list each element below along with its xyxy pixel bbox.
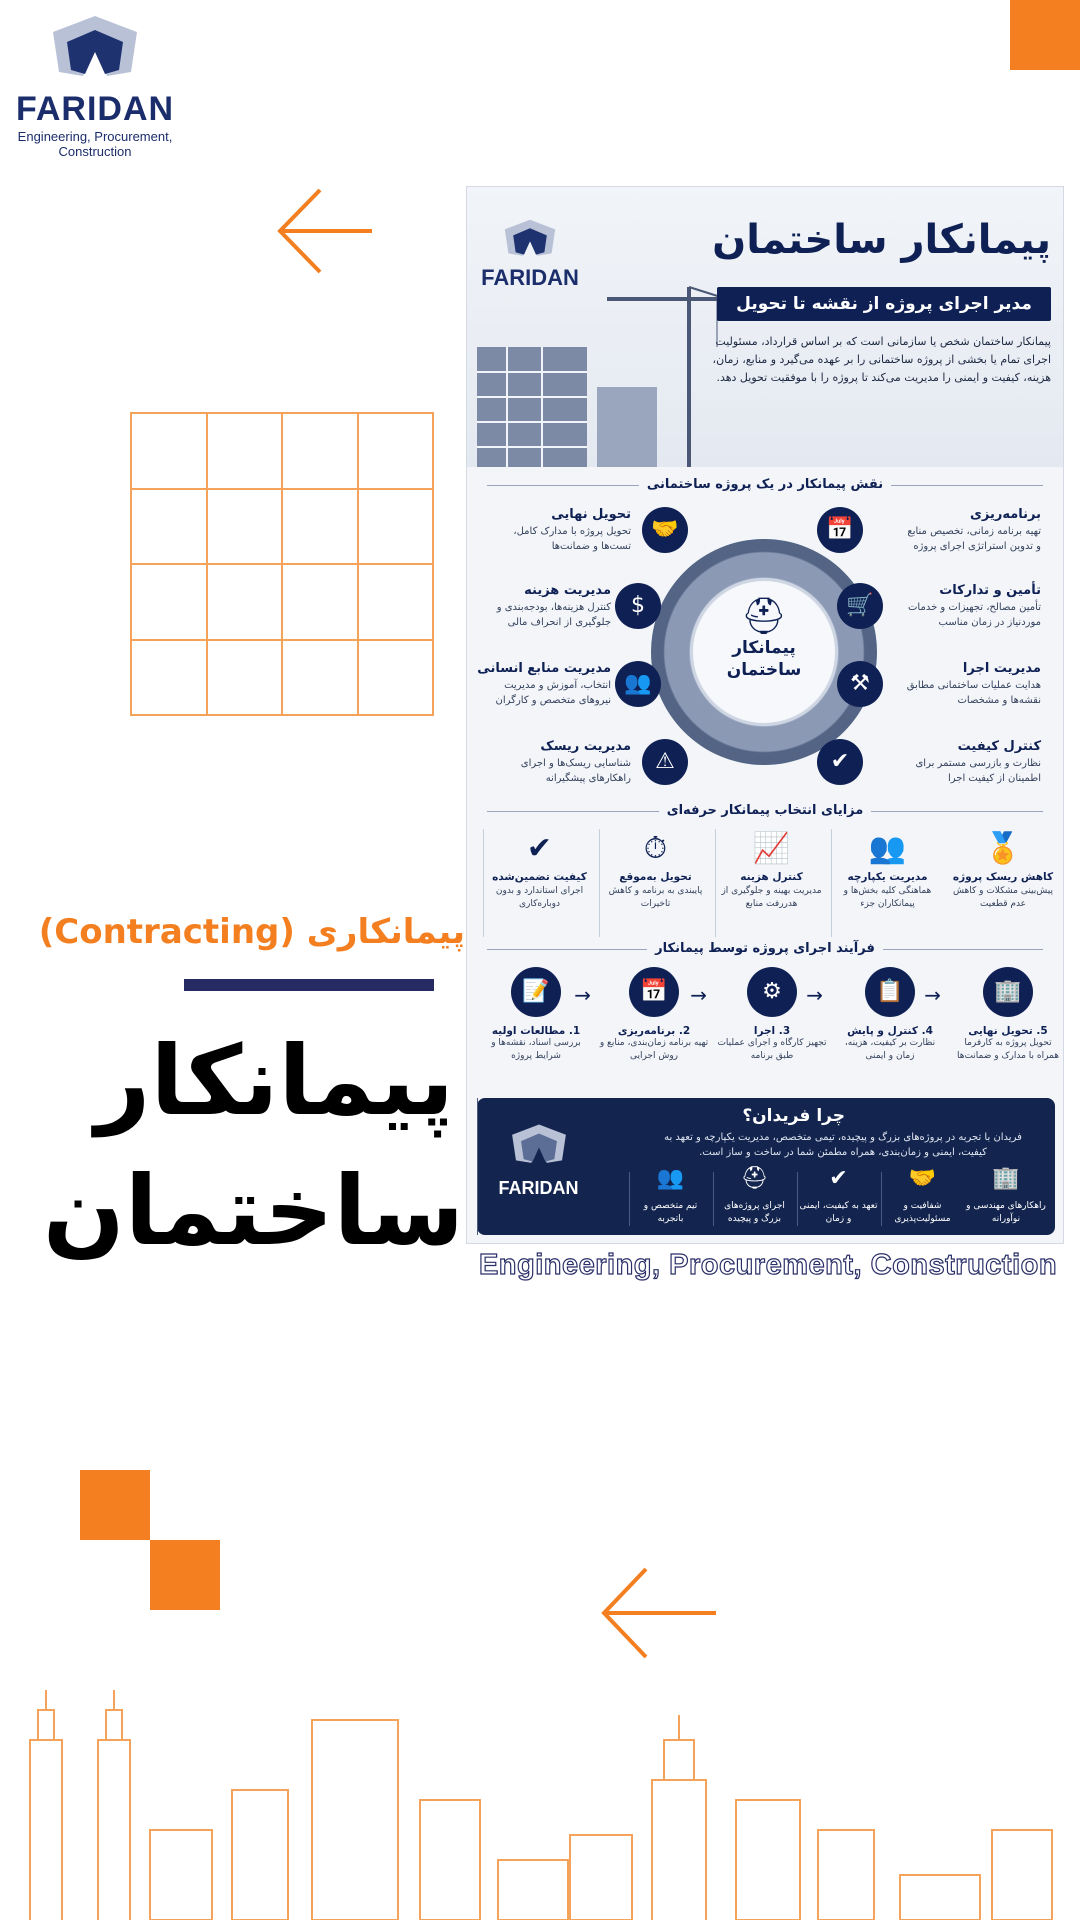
role-risk: مدیریت ریسک شناسایی ریسک‌ها و اجرای راهکارهای پیشگیرانه — [520, 739, 631, 784]
step-arrow-icon: → — [924, 983, 941, 1007]
helmet-icon: ⛑ — [740, 1166, 769, 1191]
logo-tagline-1: Engineering, Procurement, — [17, 129, 173, 144]
why-text: فریدان با تجربه در پروژه‌های بزرگ و پیچیده، تیمی متخصص، مدیریت یکپارچه و تعهد به کیفیت، ایمنی و زمان‌بندی، همراه مطمئن شما در ساخت و ساز است. — [664, 1132, 1022, 1158]
role-quality: کنترل کیفیت نظارت و بازرسی مستمر برای اطمینان از کیفیت اجرا — [915, 739, 1041, 784]
role-delivery: تحویل نهایی تحویل پروژه با مدارک کامل، تست‌ها و ضمانت‌ها — [513, 507, 631, 552]
arrow-left-icon — [276, 186, 372, 276]
orange-square-2 — [150, 1540, 220, 1610]
clock-icon: ⏱ — [643, 831, 668, 866]
advantage-risk: 🏅 کاهش ریسک پروژه پیش‌بینی مشکلات و کاهش عدم قطعیت — [947, 829, 1059, 937]
cart-icon: 🛒 — [837, 583, 883, 629]
dollar-icon: $ — [615, 583, 661, 629]
advantage-cost: 📈 کنترل هزینه مدیریت بهینه و جلوگیری از هدررفت منابع — [715, 829, 827, 937]
step-2: 📅 2. برنامه‌ریزی تهیه برنامه زمان‌بندی، منابع و روش اجرایی — [599, 967, 709, 1063]
advantages-heading: مزایای انتخاب پیمانکار حرفه‌ای — [467, 803, 1063, 818]
logo-mark-icon — [45, 12, 145, 84]
grid-decoration — [130, 412, 434, 716]
process-heading: فرآیند اجرای پروژه توسط پیمانکار — [467, 941, 1063, 956]
document-icon: 📝 — [511, 967, 561, 1017]
chart-icon: 📈 — [752, 831, 791, 866]
poster-subtitle: مدیر اجرای پروژه از نقشه تا تحویل — [717, 287, 1051, 321]
arrow-left-icon-bottom — [598, 1565, 716, 1661]
people-icon: 👥 — [615, 661, 661, 707]
roles-hub-center — [690, 578, 838, 726]
shield-check-icon: ✔ — [526, 831, 553, 866]
city-skyline-icon — [0, 1680, 1080, 1920]
logo-brand: FARIDAN — [15, 90, 175, 128]
advantage-quality: ✔ کیفیت تضمین‌شده اجرای استاندارد و بدون دوباره‌کاری — [483, 829, 595, 937]
handshake-icon: 🤝 — [642, 507, 688, 553]
divider-line — [184, 979, 434, 991]
worker-helmet-icon: ⛑ — [741, 596, 787, 637]
poster-brand: FARIDAN — [481, 265, 579, 290]
team-icon: 👥 — [868, 831, 907, 866]
step-3: ⚙ 3. اجرا تجهیز کارگاه و اجرای عملیات طبق برنامه — [717, 967, 827, 1063]
logo-tagline-2: Construction — [58, 144, 132, 159]
building-icon: 🏢 — [983, 967, 1033, 1017]
why-item: ✔ تعهد به کیفیت، ایمنی و زمان — [797, 1172, 879, 1226]
badge-icon: 🏅 — [984, 831, 1022, 866]
roles-heading: نقش پیمانکار در یک پروژه ساختمانی — [467, 477, 1063, 492]
step-5: 🏢 5. تحویل نهایی تحویل پروژه به کارفرما همراه با مدارک و ضمانت‌ها — [953, 967, 1063, 1063]
calendar-icon: 📅 — [817, 507, 863, 553]
gear-icon: ⚙ — [747, 967, 797, 1017]
step-1: 📝 1. مطالعات اولیه بررسی اسناد، نقشه‌ها و شرایط پروژه — [481, 967, 591, 1063]
step-arrow-icon: → — [690, 983, 707, 1007]
role-cost: مدیریت هزینه کنترل هزینه‌ها، بودجه‌بندی و جلوگیری از انحراف مالی — [496, 583, 611, 628]
why-item: ⛑ اجرای پروژه‌های بزرگ و پیچیده — [713, 1172, 795, 1226]
orange-square-1 — [80, 1470, 150, 1540]
infographic-poster — [466, 186, 1064, 1244]
role-planning: برنامه‌ریزی تهیه برنامه زمانی، تخصیص منابع و تدوین استراتژی اجرای پروژه — [907, 507, 1041, 552]
poster-description: پیمانکار ساختمان شخص یا سازمانی است که بر اساس قرارداد، مسئولیت اجرای تمام یا بخشی از پروژه ساختمانی را بر عهده می‌گیرد و منابع، زمان، هزینه، کیفیت و ایمنی را مدیریت می‌کند تا پروژه را با موفقیت تحویل دهد. — [712, 335, 1051, 384]
handshake-icon: 🤝 — [908, 1166, 937, 1191]
shield-check-icon: ✔ — [817, 739, 863, 785]
step-4: 📋 4. کنترل و پایش نظارت بر کیفیت، هزینه، زمان و ایمنی — [835, 967, 945, 1063]
checklist-icon: 📋 — [865, 967, 915, 1017]
why-faridan-panel — [477, 1098, 1055, 1235]
step-arrow-icon: → — [806, 983, 823, 1007]
poster-logo — [475, 217, 585, 291]
shield-check-icon: ✔ — [829, 1166, 848, 1191]
orange-square-top — [1010, 0, 1080, 70]
why-title: چرا فریدان؟ — [742, 1106, 845, 1126]
role-procurement: تأمین و تدارکات تأمین مصالح، تجهیزات و خدمات موردنیاز در زمان مناسب — [908, 583, 1041, 628]
logo-mark-icon — [500, 217, 560, 261]
headline-subtitle: پیمانکاری (Contracting) — [38, 912, 465, 952]
advantage-ontime: ⏱ تحویل به‌موقع پایبندی به برنامه و کاهش تاخیرات — [599, 829, 711, 937]
role-execution: مدیریت اجرا هدایت عملیات ساختمانی مطابق نقشه‌ها و مشخصات — [906, 661, 1041, 706]
headline-title-line1: پیمانکار — [95, 1025, 454, 1137]
why-logo: FARIDAN — [477, 1098, 599, 1235]
why-item: 🤝 شفافیت و مسئولیت‌پذیری — [881, 1172, 963, 1226]
warning-icon: ⚠ — [642, 739, 688, 785]
faridan-logo — [10, 12, 180, 159]
advantage-integrated: 👥 مدیریت یکپارچه هماهنگی کلیه بخش‌ها و پیمانکاران جزء — [831, 829, 943, 937]
why-item: 🏢 راهکارهای مهندسی و نوآورانه — [966, 1166, 1046, 1224]
buildings-icon: 🏢 — [992, 1166, 1020, 1191]
logo-mark-icon — [507, 1120, 571, 1170]
crane-icon: ⚒ — [837, 661, 883, 707]
calendar-icon: 📅 — [629, 967, 679, 1017]
why-item: 👥 تیم متخصص و باتجربه — [629, 1172, 711, 1226]
step-arrow-icon: → — [574, 983, 591, 1007]
headline-title-line2: ساختمان — [42, 1155, 464, 1267]
poster-title: پیمانکار ساختمان — [712, 217, 1051, 263]
hub-label-1: پیمانکار — [732, 638, 796, 658]
role-hr: مدیریت منابع انسانی انتخاب، آموزش و مدیریت نیروهای متخصص و کارگران — [477, 661, 611, 706]
team-icon: 👥 — [656, 1166, 685, 1191]
footer-caption: Engineering, Procurement, Construction — [478, 1249, 1058, 1281]
hub-label-2: ساختمان — [726, 660, 802, 680]
poster-hero — [467, 187, 1063, 467]
